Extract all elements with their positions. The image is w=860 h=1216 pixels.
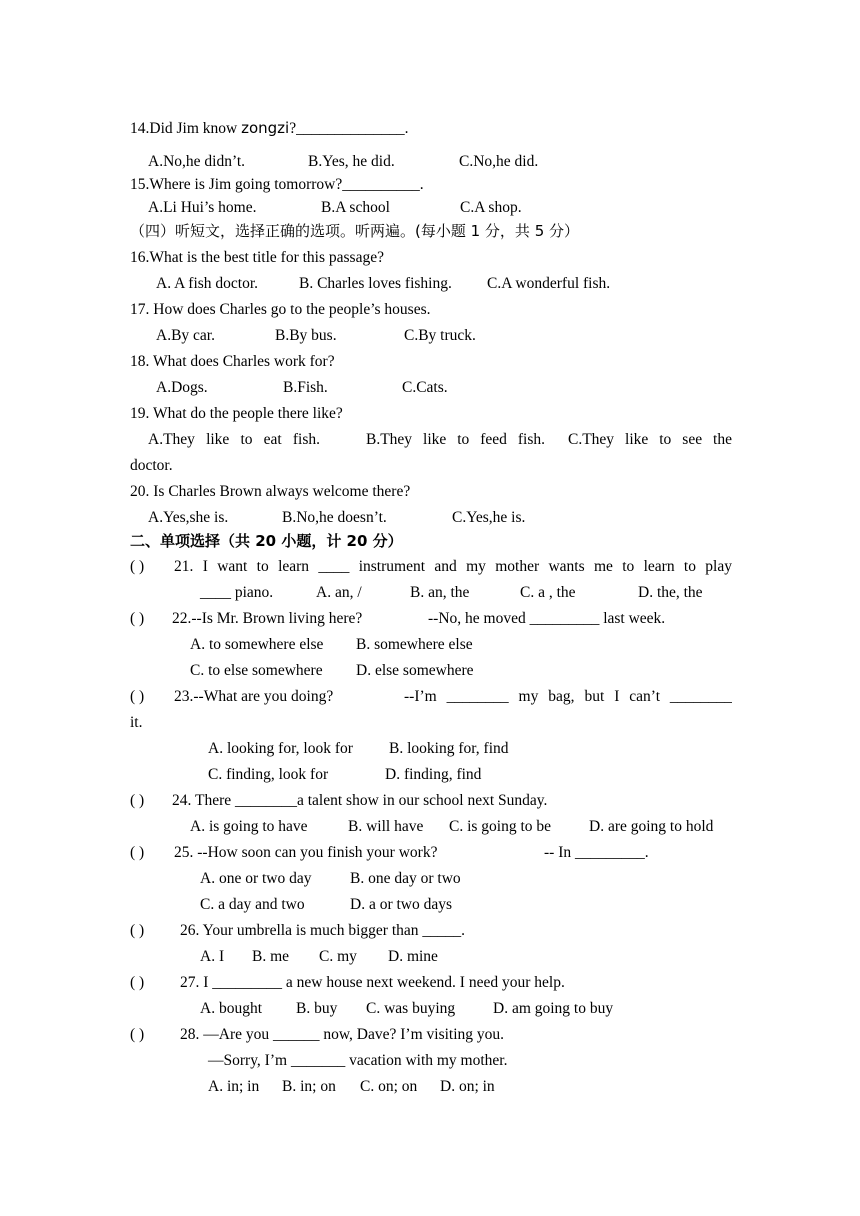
q21-word: wants: [548, 558, 585, 575]
q14-option-c: C.No,he did.: [459, 153, 539, 170]
q18-option-b: B.Fish.: [283, 379, 328, 396]
q21-word: me: [593, 558, 613, 575]
q20-option-b: B.No,he doesn’t.: [282, 509, 387, 526]
q25-answer-paren: ( ): [130, 844, 145, 861]
q19-a-word: to: [240, 431, 253, 448]
q26-stem-text: 26. Your umbrella is much bigger than _____.: [180, 922, 466, 939]
q20-option-a: A.Yes,she is.: [148, 509, 229, 526]
q19-c-word: C.They: [568, 431, 615, 448]
q24-stem-text: 24. There ________a talent show in our school next Sunday.: [172, 792, 548, 809]
q19-option-a: [148, 430, 320, 450]
q19-b-word: feed: [480, 431, 507, 448]
q19-c-word: the: [713, 431, 732, 448]
q15-stem: 15.Where is Jim going tomorrow?__________.: [130, 176, 424, 193]
q23-stem-continuation: it.: [130, 714, 143, 731]
q21-word: to: [622, 558, 635, 575]
q21-word: to: [256, 558, 269, 575]
q19-a-word: A.They: [148, 431, 195, 448]
q17-option-c: C.By truck.: [404, 327, 476, 344]
q28-stem-text: 28. —Are you ______ now, Dave? I’m visiting you.: [180, 1026, 505, 1043]
q16-option-b: B. Charles loves fishing.: [299, 275, 452, 292]
q23-stem-text: 23.--What are you doing?: [174, 688, 334, 705]
q16-stem: 16.What is the best title for this passage?: [130, 249, 384, 266]
q25-stem-text: 25. --How soon can you finish your work?: [174, 844, 438, 861]
q21-word: to: [683, 558, 696, 575]
q23-word: ________: [446, 688, 509, 705]
q21-word: instrument: [358, 558, 426, 575]
q25-option-d: D. a or two days: [350, 896, 453, 913]
q26-answer-paren: ( ): [130, 922, 145, 939]
q23-reply: [404, 687, 732, 707]
q14-stem-pre: 14.Did Jim know: [130, 120, 242, 137]
q19-c-word: like: [625, 431, 649, 448]
q23-word: ________: [669, 688, 732, 705]
q15-option-a: A.Li Hui’s home.: [148, 199, 257, 216]
q21-option-d: D. the, the: [638, 584, 703, 601]
q23-answer-paren: ( ): [130, 688, 145, 705]
q14-option-a: A.No,he didn’t.: [148, 153, 246, 170]
q19-a-word: eat: [263, 431, 282, 448]
q21-stem-text: [174, 557, 732, 577]
q22-option-d: D. else somewhere: [356, 662, 474, 679]
q21-option-b: B. an, the: [410, 584, 470, 601]
q22-option-a: A. to somewhere else: [190, 636, 324, 653]
q23-option-a: A. looking for, look for: [208, 740, 353, 757]
q24-option-b: B. will have: [348, 818, 424, 835]
q22-stem-text: 22.--Is Mr. Brown living here?: [172, 610, 363, 627]
q27-answer-paren: ( ): [130, 974, 145, 991]
q14-stem-word: zongzi: [241, 119, 290, 137]
q27-option-a: A. bought: [200, 1000, 262, 1017]
q23-option-b: B. looking for, find: [389, 740, 509, 757]
q19-b-word: B.They: [366, 431, 413, 448]
q16-option-a: A. A fish doctor.: [156, 275, 259, 292]
q27-option-d: D. am going to buy: [493, 1000, 614, 1017]
q24-answer-paren: ( ): [130, 792, 145, 809]
q24-option-d: D. are going to hold: [589, 818, 714, 835]
q28-reply: —Sorry, I’m _______ vacation with my mother.: [208, 1052, 508, 1069]
q14-stem-post: ?______________.: [289, 120, 409, 137]
q21-word: ____: [318, 558, 350, 575]
q16-option-c: C.A wonderful fish.: [487, 275, 611, 292]
q28-option-a: A. in; in: [208, 1078, 260, 1095]
q23-word: can’t: [629, 688, 660, 705]
q21-word: want: [217, 558, 248, 575]
q28-option-c: C. on; on: [360, 1078, 418, 1095]
q23-word: --I’m: [404, 688, 437, 705]
q21-word: play: [705, 558, 732, 575]
q21-word: 21.: [174, 558, 194, 575]
q17-option-a: A.By car.: [156, 327, 215, 344]
q21-word: mother: [495, 558, 540, 575]
q27-option-c: C. was buying: [366, 1000, 456, 1017]
q20-option-c: C.Yes,he is.: [452, 509, 526, 526]
q22-reply: --No, he moved _________ last week.: [428, 610, 666, 627]
q19-c-word: to: [659, 431, 672, 448]
q21-word: my: [466, 558, 486, 575]
q25-reply: -- In _________.: [544, 844, 649, 861]
q21-word: I: [202, 558, 208, 575]
q26-option-c: C. my: [319, 948, 357, 965]
q17-option-b: B.By bus.: [275, 327, 337, 344]
q19-b-word: to: [457, 431, 470, 448]
q20-stem: 20. Is Charles Brown always welcome there?: [130, 483, 411, 500]
q19-c-word: see: [682, 431, 703, 448]
q21-word: learn: [278, 558, 310, 575]
q25-option-b: B. one day or two: [350, 870, 461, 887]
q18-option-c: C.Cats.: [402, 379, 448, 396]
q19-option-b: [366, 430, 545, 450]
q27-stem-text: 27. I _________ a new house next weekend. I need your help.: [180, 974, 565, 991]
q25-option-a: A. one or two day: [200, 870, 312, 887]
q26-option-a: A. I: [200, 948, 225, 965]
q21-word: and: [434, 558, 457, 575]
q22-option-b: B. somewhere else: [356, 636, 473, 653]
q22-answer-paren: ( ): [130, 610, 145, 627]
q19-option-c: [568, 430, 732, 450]
q18-option-a: A.Dogs.: [156, 379, 208, 396]
q28-option-b: B. in; on: [282, 1078, 336, 1095]
section2-header: 二、单项选择（共 20 小题，计 20 分）: [130, 532, 403, 550]
q19-a-word: fish.: [292, 431, 320, 448]
q18-stem: 18. What does Charles work for?: [130, 353, 335, 370]
q21-word: learn: [643, 558, 675, 575]
q19-stem: 19. What do the people there like?: [130, 405, 343, 422]
q23-word: my: [518, 688, 539, 705]
part4-header: （四）听短文，选择正确的选项。听两遍。(每小题 1 分，共 5 分）: [130, 222, 580, 240]
q21-option-a: A. an, /: [316, 584, 362, 601]
q15-option-c: C.A shop.: [460, 199, 522, 216]
q23-word: bag,: [548, 688, 575, 705]
q14-option-b: B.Yes, he did.: [308, 153, 395, 170]
q23-word: I: [614, 688, 620, 705]
q15-option-b: B.A school: [321, 199, 390, 216]
q21-stem-line2: ____ piano.: [200, 584, 274, 601]
q23-word: but: [584, 688, 605, 705]
q24-option-c: C. is going to be: [449, 818, 552, 835]
q23-option-c: C. finding, look for: [208, 766, 329, 783]
q25-option-c: C. a day and two: [200, 896, 305, 913]
q21-answer-paren: ( ): [130, 558, 145, 575]
q22-option-c: C. to else somewhere: [190, 662, 323, 679]
q19-b-word: like: [423, 431, 447, 448]
q28-answer-paren: ( ): [130, 1026, 145, 1043]
q14-stem: [130, 118, 408, 138]
q21-option-c: C. a , the: [520, 584, 576, 601]
q26-option-b: B. me: [252, 948, 290, 965]
q19-option-c-continuation: doctor.: [130, 457, 173, 474]
q27-option-b: B. buy: [296, 1000, 338, 1017]
q24-option-a: A. is going to have: [190, 818, 308, 835]
q26-option-d: D. mine: [388, 948, 438, 965]
q28-option-d: D. on; in: [440, 1078, 495, 1095]
q19-a-word: like: [206, 431, 230, 448]
q19-b-word: fish.: [517, 431, 545, 448]
q17-stem: 17. How does Charles go to the people’s houses.: [130, 301, 431, 318]
q23-option-d: D. finding, find: [385, 766, 482, 783]
